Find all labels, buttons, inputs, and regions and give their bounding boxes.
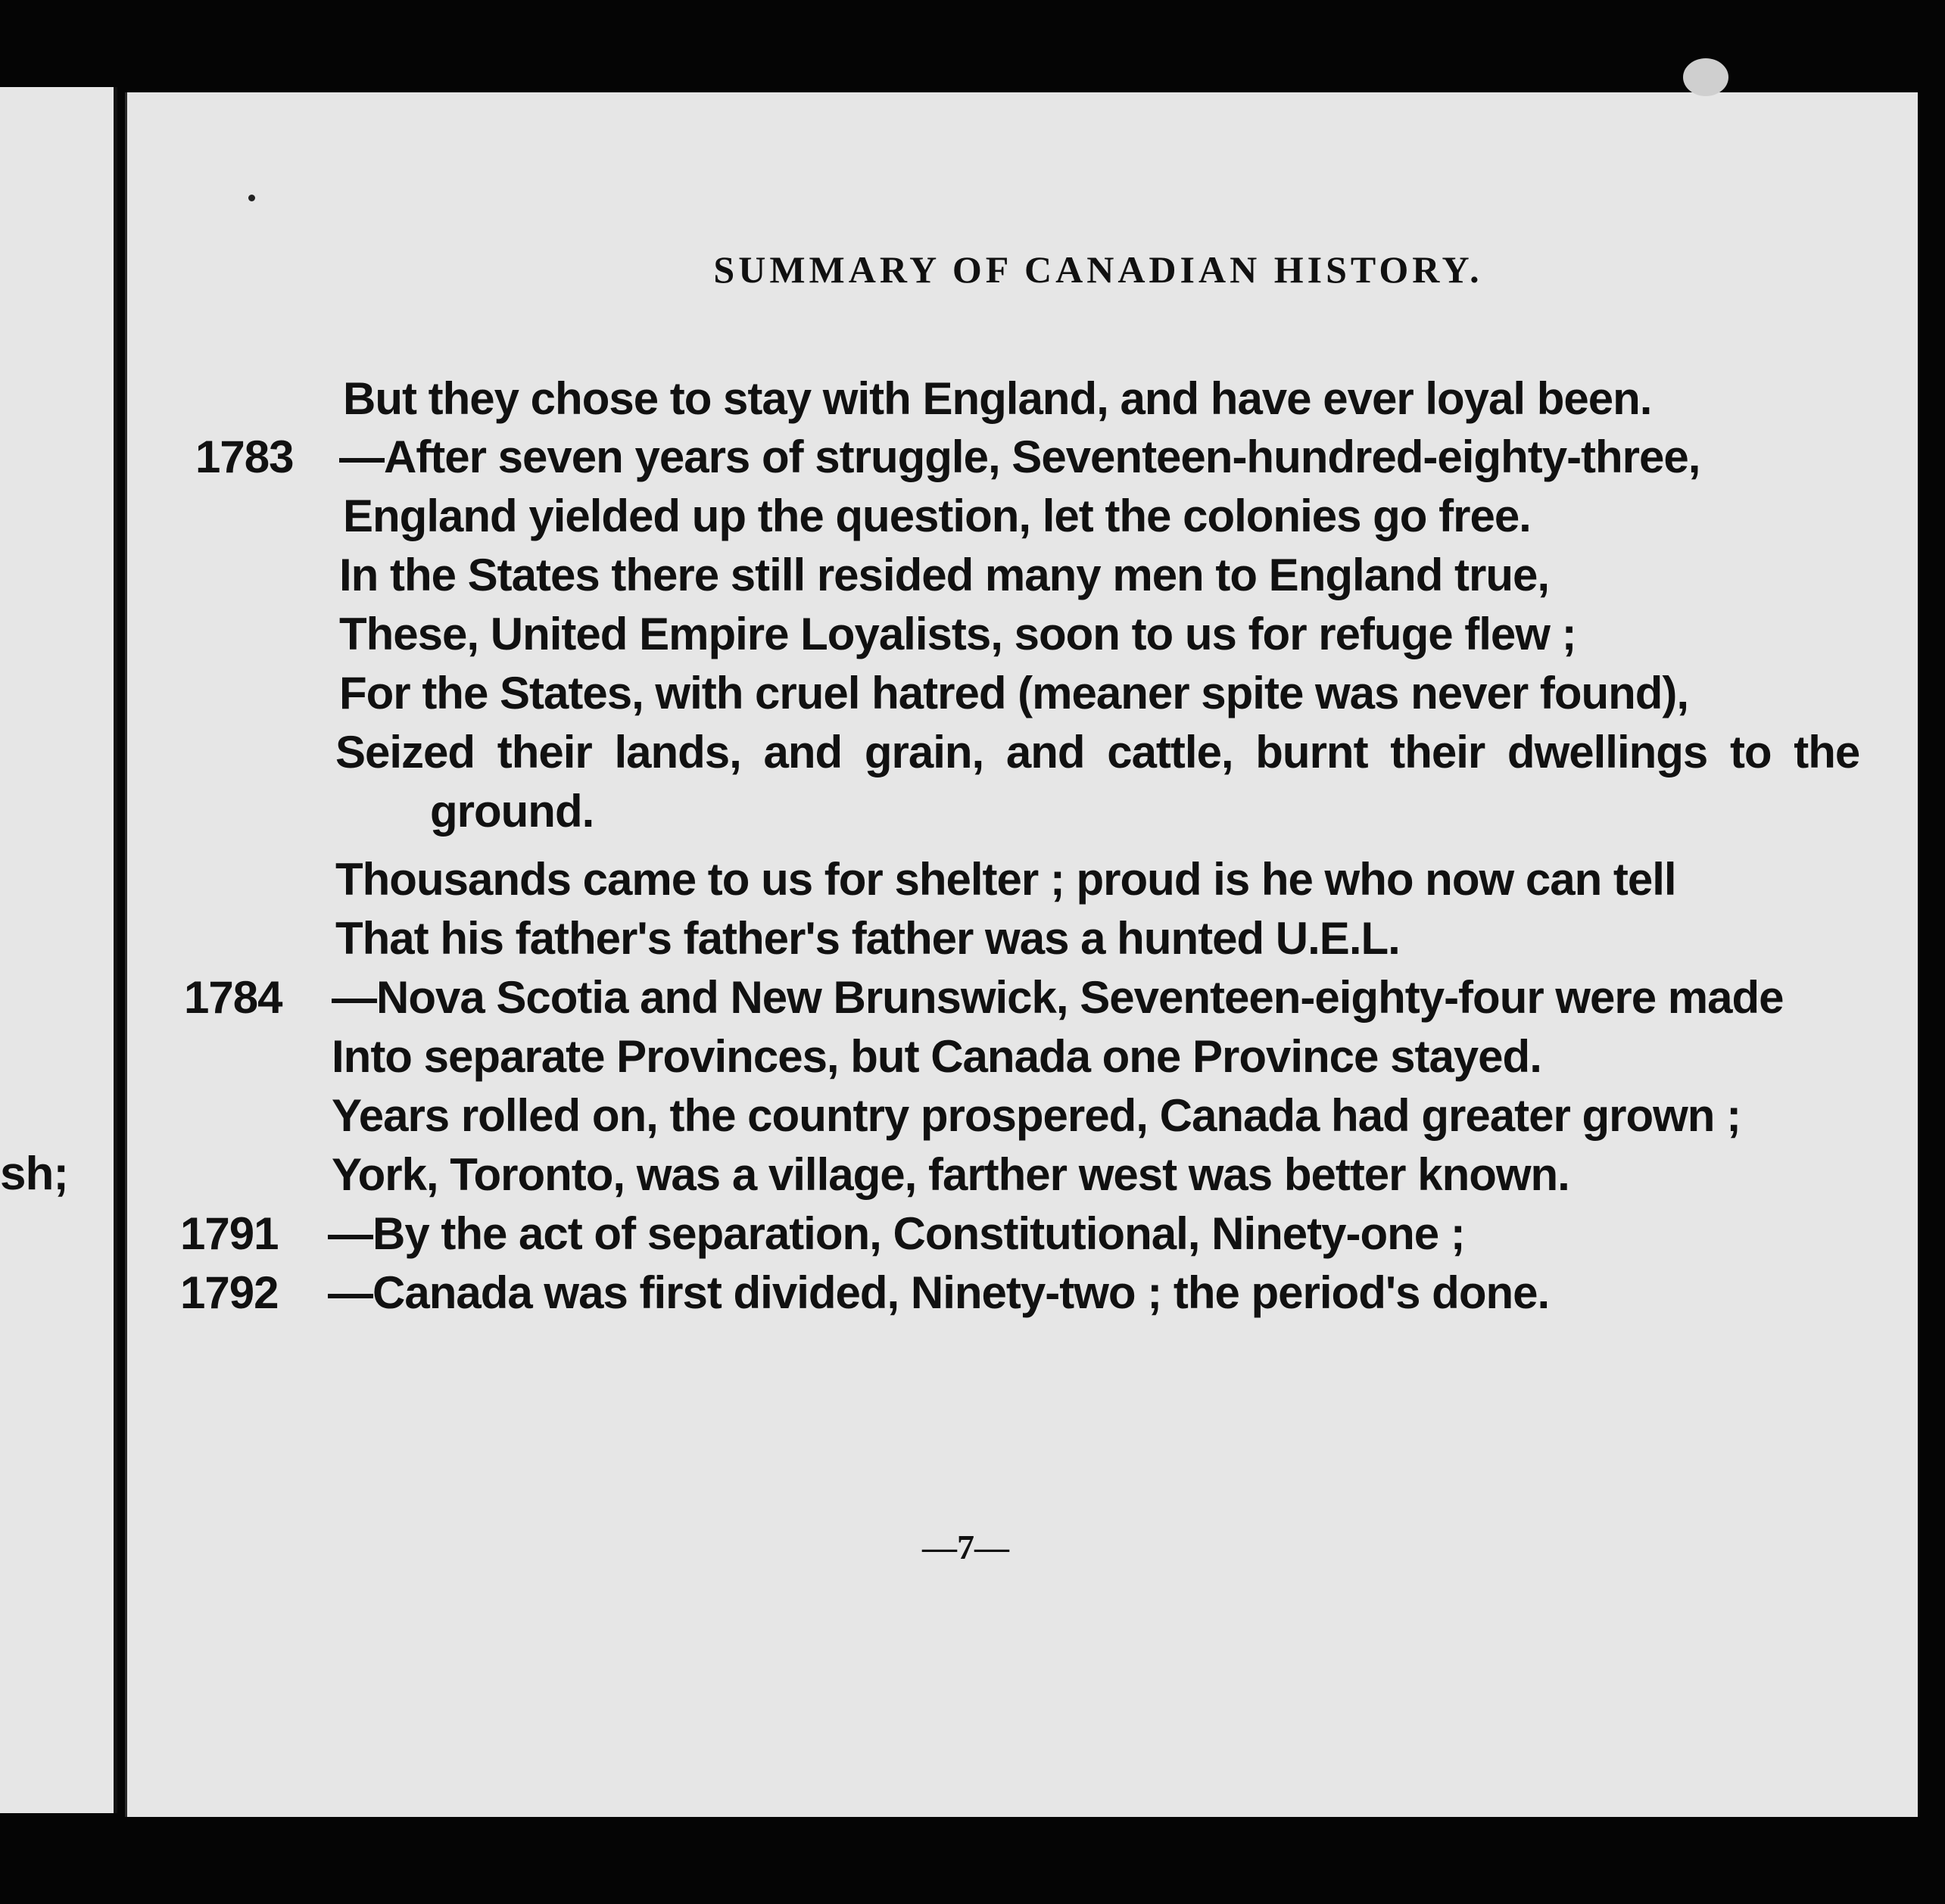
- poem-line-text: Seized their lands, and grain, and cattle, burnt their dwellings to the: [335, 727, 1860, 777]
- poem-line-text: But they chose to stay with England, and have ever loyal been.: [343, 373, 1652, 424]
- poem-line-text: —By the act of separation, Constitutional, Ninety-one ;: [328, 1208, 1465, 1259]
- poem-line: [339, 550, 1550, 600]
- poem-line: [430, 786, 594, 837]
- poem-line-text: York, Toronto, was a village, farther west was better known.: [332, 1149, 1569, 1200]
- poem-line: [343, 491, 1531, 541]
- poem-line: [335, 854, 1676, 905]
- poem-line-text: —Canada was first divided, Ninety-two ; the period's done.: [328, 1267, 1550, 1318]
- poem-line-text: England yielded up the question, let the colonies go free.: [343, 491, 1531, 541]
- poem-line: [332, 1031, 1541, 1082]
- left-page-text-fragment: sh;: [0, 1148, 68, 1200]
- poem-line: [332, 1149, 1569, 1200]
- left-page-fragment: [0, 87, 117, 1813]
- poem-line: [180, 1267, 1550, 1318]
- poem-line: [339, 609, 1576, 659]
- poem-line: [335, 727, 1860, 777]
- poem-line-text: That his father's father's father was a hunted U.E.L.: [335, 913, 1400, 964]
- book-page: [125, 92, 1918, 1817]
- poem-line-text: For the States, with cruel hatred (meaner spite was never found),: [339, 668, 1689, 718]
- poem-line: [184, 972, 1784, 1023]
- poem-line: [195, 432, 1700, 482]
- poem-line: [332, 1090, 1741, 1141]
- page-number: —7—: [922, 1528, 1009, 1566]
- year-label: 1784: [184, 972, 282, 1023]
- year-label: 1783: [195, 432, 294, 482]
- poem-line-text: In the States there still resided many men to England true,: [339, 550, 1550, 600]
- poem-line-text: Years rolled on, the country prospered, Canada had greater grown ;: [332, 1090, 1741, 1141]
- poem-line: [339, 668, 1689, 718]
- speck-mark: [248, 195, 255, 201]
- poem-line: [343, 373, 1652, 424]
- poem-line-text: ground.: [430, 786, 594, 837]
- poem-line-text: —Nova Scotia and New Brunswick, Seventeen-eighty-four were made: [332, 972, 1784, 1023]
- year-label: 1792: [180, 1267, 279, 1318]
- poem-line-text: These, United Empire Loyalists, soon to us for refuge flew ;: [339, 609, 1576, 659]
- poem-line-text: Into separate Provinces, but Canada one Province stayed.: [332, 1031, 1541, 1082]
- poem-line: [335, 913, 1400, 964]
- year-label: 1791: [180, 1208, 279, 1259]
- poem-line-text: —After seven years of struggle, Seventeen-hundred-eighty-three,: [339, 432, 1700, 482]
- poem-line-text: Thousands came to us for shelter ; proud is he who now can tell: [335, 854, 1676, 905]
- page-stain: [1683, 58, 1728, 96]
- page-heading: SUMMARY OF CANADIAN HISTORY.: [713, 248, 1483, 291]
- poem-line: [180, 1208, 1465, 1259]
